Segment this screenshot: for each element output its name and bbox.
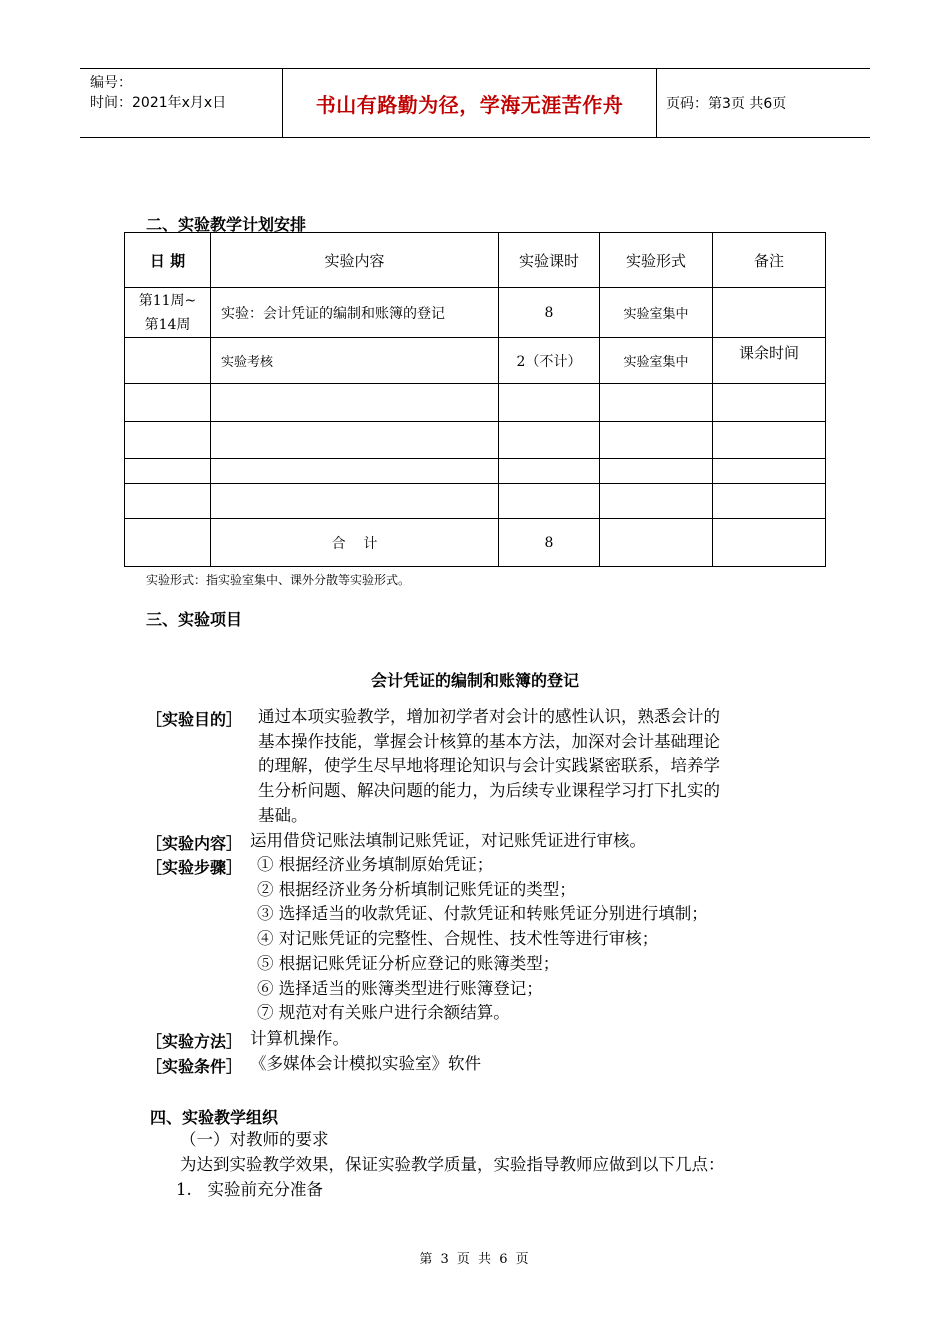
cell-content: 实验考核 bbox=[211, 338, 499, 384]
section2-heading: 二、实验教学计划安排 bbox=[146, 215, 307, 234]
col-header-content: 实验内容 bbox=[211, 233, 499, 288]
cell-date bbox=[125, 422, 211, 459]
teacher-requirements-subheading: （一）对教师的要求 bbox=[180, 1130, 329, 1149]
cell-date bbox=[125, 384, 211, 422]
cell-date bbox=[125, 459, 211, 484]
cell-remark: 课余时间 bbox=[713, 338, 826, 384]
purpose-label: ［实验目的］ bbox=[146, 710, 243, 729]
cell-hours: 2（不计） bbox=[499, 338, 600, 384]
cell-remark bbox=[713, 384, 826, 422]
step-item: ⑤ 根据记账凭证分析应登记的账簿类型； bbox=[257, 953, 560, 973]
purpose-text bbox=[258, 705, 808, 829]
step-item: ② 根据经济业务分析填制记账凭证的类型； bbox=[257, 879, 576, 899]
step-item: ④ 对记账凭证的完整性、合规性、技术性等进行审核； bbox=[257, 929, 659, 949]
section4-heading: 四、实验教学组织 bbox=[150, 1108, 279, 1127]
condition-text: 《多媒体会计模拟实验室》软件 bbox=[250, 1054, 481, 1073]
cell-remark bbox=[713, 459, 826, 484]
section3-heading: 三、实验项目 bbox=[146, 610, 243, 629]
project-title: 会计凭证的编制和账簿的登记 bbox=[370, 671, 579, 690]
cell-hours bbox=[499, 384, 600, 422]
table-row bbox=[125, 422, 826, 459]
cell-content bbox=[211, 459, 499, 484]
table-header-row bbox=[125, 233, 826, 288]
doc-number-label: 编号： bbox=[90, 75, 132, 91]
cell-remark bbox=[713, 484, 826, 519]
method-label: ［实验方法］ bbox=[146, 1032, 243, 1051]
cell-date bbox=[125, 519, 211, 567]
cell-form bbox=[600, 384, 713, 422]
table-row bbox=[125, 459, 826, 484]
cell-hours: 8 bbox=[499, 288, 600, 338]
cell-form bbox=[600, 519, 713, 567]
cell-remark bbox=[713, 519, 826, 567]
plan-table bbox=[124, 232, 826, 567]
cell-remark bbox=[713, 422, 826, 459]
cell-hours bbox=[499, 459, 600, 484]
table-row bbox=[125, 338, 826, 384]
page-footer: 第 3 页 共 6 页 bbox=[419, 1252, 531, 1267]
step-item: ① 根据经济业务填制原始凭证； bbox=[257, 855, 494, 874]
steps-list bbox=[257, 853, 708, 1026]
col-header-remark: 备注 bbox=[713, 233, 826, 288]
purpose-line: 通过本项实验教学，增加初学者对会计的感性认识，熟悉会计的 bbox=[258, 707, 720, 726]
condition-label: ［实验条件］ bbox=[146, 1057, 243, 1076]
table-row bbox=[125, 484, 826, 519]
steps-label: ［实验步骤］ bbox=[146, 858, 243, 877]
cell-content bbox=[211, 422, 499, 459]
content-label: ［实验内容］ bbox=[146, 834, 243, 853]
cell-content bbox=[211, 384, 499, 422]
cell-content bbox=[211, 484, 499, 519]
col-header-date: 日 期 bbox=[125, 233, 211, 288]
table-row bbox=[125, 288, 826, 338]
teacher-requirements-text: 为达到实验教学效果，保证实验教学质量，实验指导教师应做到以下几点： bbox=[180, 1155, 725, 1174]
cell-form: 实验室集中 bbox=[600, 288, 713, 338]
step-item: ⑥ 选择适当的账簿类型进行账簿登记； bbox=[257, 978, 543, 998]
purpose-line: 基本操作技能，掌握会计核算的基本方法，加深对会计基础理论 bbox=[258, 731, 720, 751]
step-item: ③ 选择适当的收款凭证、付款凭证和转账凭证分别进行填制； bbox=[257, 904, 708, 924]
purpose-line: 生分析问题、解决问题的能力，为后续专业课程学习打下扎实的 bbox=[258, 781, 720, 801]
cell-date bbox=[125, 338, 211, 384]
cell-form: 实验室集中 bbox=[600, 338, 713, 384]
cell-total-hours: 8 bbox=[499, 519, 600, 567]
cell-total-label: 合 计 bbox=[211, 519, 499, 567]
cell-content: 实验：会计凭证的编制和账簿的登记 bbox=[211, 288, 499, 338]
cell-remark bbox=[713, 288, 826, 338]
requirement-item: 1. 实验前充分准备 bbox=[176, 1180, 323, 1199]
table-row bbox=[125, 384, 826, 422]
page-header bbox=[80, 68, 870, 138]
cell-date: 第11周~ 第14周 bbox=[125, 288, 211, 338]
doc-time-label: 时间：2021年x月x日 bbox=[90, 95, 227, 111]
cell-hours bbox=[499, 484, 600, 519]
header-page-info: 页码：第3页 共6页 bbox=[666, 96, 787, 112]
header-motto: 书山有路勤为径，学海无涯苦作舟 bbox=[282, 69, 657, 137]
cell-date bbox=[125, 484, 211, 519]
cell-form bbox=[600, 459, 713, 484]
cell-form bbox=[600, 422, 713, 459]
cell-form bbox=[600, 484, 713, 519]
table-note: 实验形式：指实验室集中、课外分散等实验形式。 bbox=[146, 573, 411, 587]
content-text: 运用借贷记账法填制记账凭证，对记账凭证进行审核。 bbox=[250, 831, 646, 850]
col-header-form: 实验形式 bbox=[600, 233, 713, 288]
cell-hours bbox=[499, 422, 600, 459]
col-header-hours: 实验课时 bbox=[499, 233, 600, 288]
method-text: 计算机操作。 bbox=[250, 1029, 349, 1048]
purpose-line: 基础。 bbox=[258, 805, 308, 825]
header-meta bbox=[80, 69, 282, 137]
purpose-line: 的理解，使学生尽早地将理论知识与会计实践紧密联系，培养学 bbox=[258, 756, 720, 776]
step-item: ⑦ 规范对有关账户进行余额结算。 bbox=[257, 1003, 510, 1023]
table-total-row bbox=[125, 519, 826, 567]
